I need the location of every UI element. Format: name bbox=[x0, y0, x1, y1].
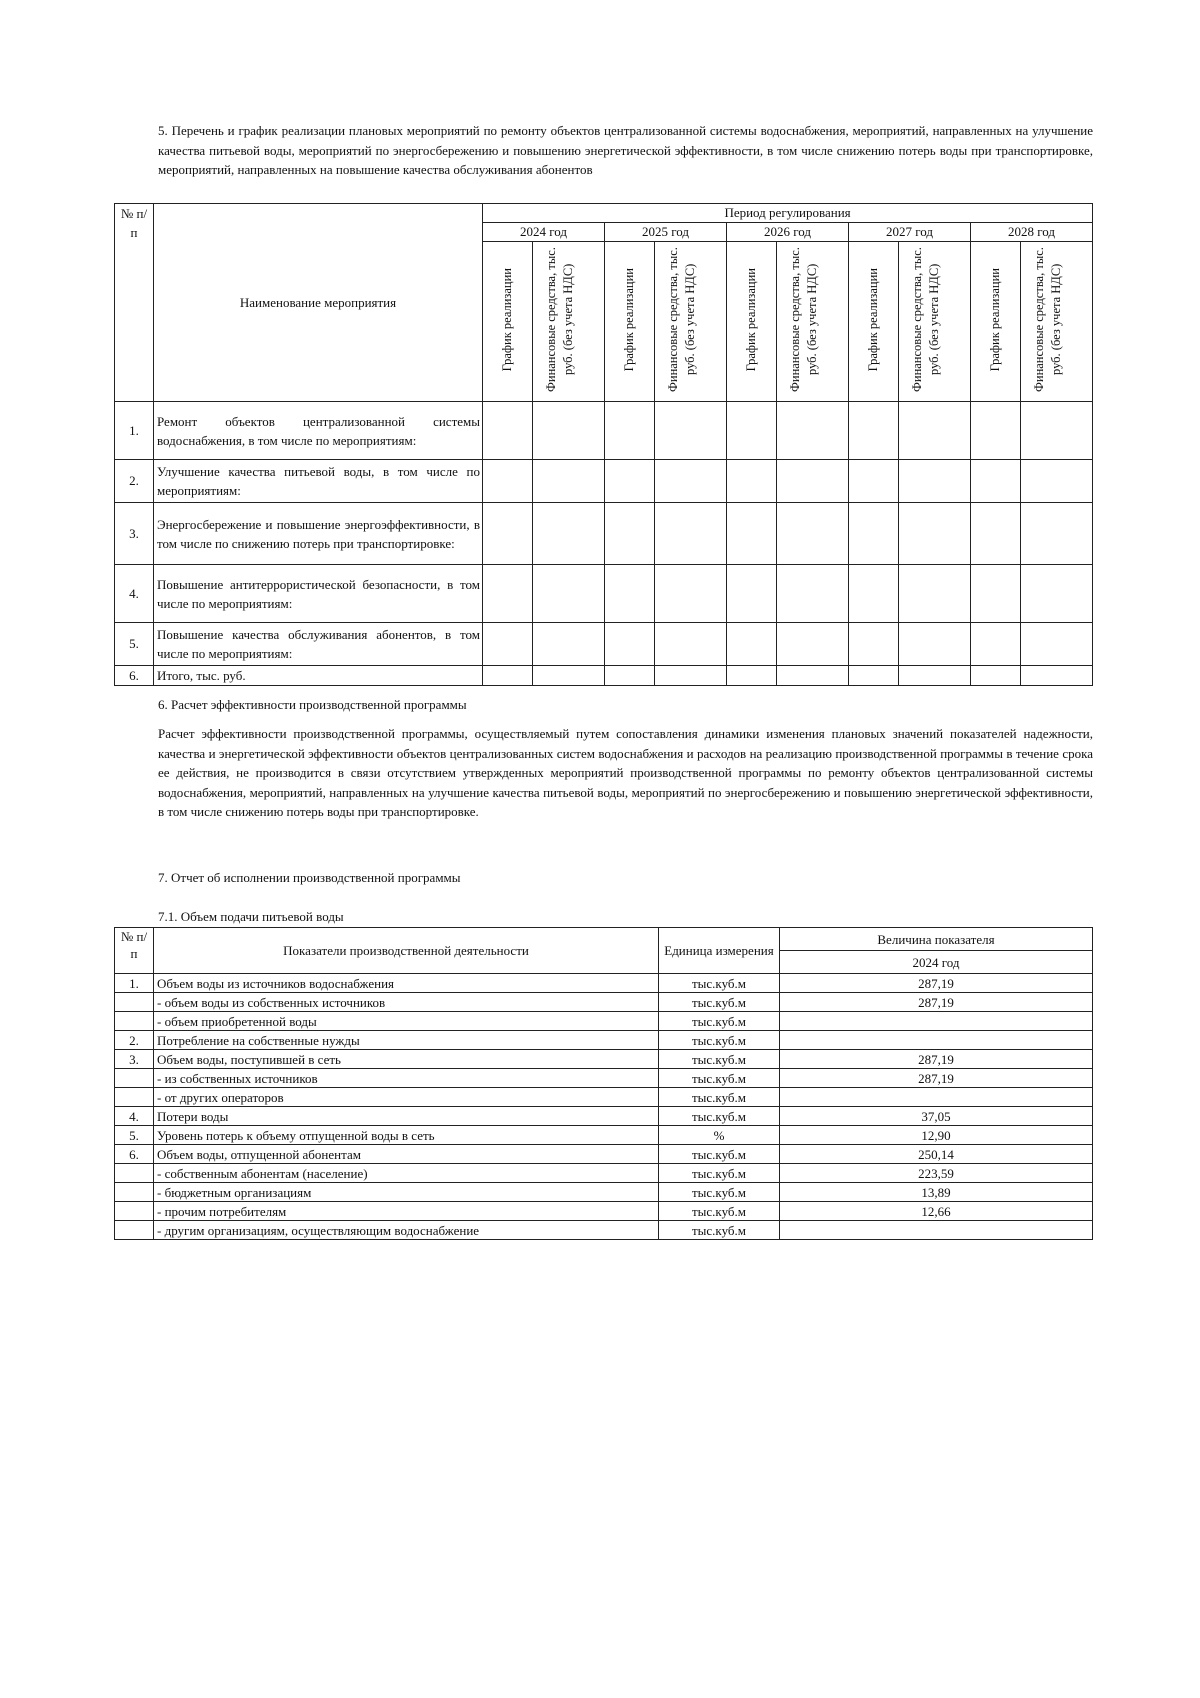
row-unit: тыс.куб.м bbox=[659, 1145, 780, 1164]
table-row bbox=[115, 460, 1093, 503]
row-indicator: - объем воды из собственных источников bbox=[154, 993, 659, 1012]
finance-subheader: Финансовые средства, тыс. руб. (без учета НДС) bbox=[533, 242, 605, 402]
year-header: 2028 год bbox=[971, 223, 1093, 242]
finance-subheader: Финансовые средства, тыс. руб. (без учета НДС) bbox=[777, 242, 849, 402]
row-num: 5. bbox=[115, 623, 154, 666]
row-name: Повышение качества обслуживания абонентов, в том числе по мероприятиям: bbox=[154, 623, 483, 666]
row-name: Ремонт объектов централизованной системы водоснабжения, в том числе по мероприятиям: bbox=[154, 402, 483, 460]
row-num: 4. bbox=[115, 1107, 154, 1126]
col-year-header: 2024 год bbox=[780, 951, 1093, 974]
table-row bbox=[115, 1069, 1093, 1088]
table-row bbox=[115, 623, 1093, 666]
row-unit: тыс.куб.м bbox=[659, 1164, 780, 1183]
schedule-subheader: График реализации bbox=[605, 242, 655, 402]
row-num bbox=[115, 1012, 154, 1031]
year-header: 2025 год bbox=[605, 223, 727, 242]
row-num bbox=[115, 1183, 154, 1202]
year-header: 2024 год bbox=[483, 223, 605, 242]
table-row bbox=[115, 974, 1093, 993]
row-num: 4. bbox=[115, 565, 154, 623]
table-row bbox=[115, 1202, 1093, 1221]
col-unit-header: Единица измерения bbox=[659, 928, 780, 974]
row-value: 223,59 bbox=[780, 1164, 1093, 1183]
row-value: 12,66 bbox=[780, 1202, 1093, 1221]
row-num bbox=[115, 1164, 154, 1183]
table-row bbox=[115, 1183, 1093, 1202]
row-indicator: Потери воды bbox=[154, 1107, 659, 1126]
row-num: 1. bbox=[115, 974, 154, 993]
row-value bbox=[780, 1088, 1093, 1107]
row-num: 6. bbox=[115, 666, 154, 686]
row-indicator: - от других операторов bbox=[154, 1088, 659, 1107]
table-row bbox=[115, 666, 1093, 686]
row-unit: тыс.куб.м bbox=[659, 993, 780, 1012]
table-row bbox=[115, 1221, 1093, 1240]
col-indicator-header: Показатели производственной деятельности bbox=[154, 928, 659, 974]
water-supply-table bbox=[114, 927, 1093, 1240]
row-value: 287,19 bbox=[780, 993, 1093, 1012]
section7-subheading: 7.1. Объем подачи питьевой воды bbox=[158, 909, 344, 924]
row-value: 13,89 bbox=[780, 1183, 1093, 1202]
row-unit: тыс.куб.м bbox=[659, 1202, 780, 1221]
row-num: 3. bbox=[115, 1050, 154, 1069]
table-row bbox=[115, 503, 1093, 565]
row-unit: % bbox=[659, 1126, 780, 1145]
row-num bbox=[115, 993, 154, 1012]
row-num bbox=[115, 1202, 154, 1221]
finance-subheader: Финансовые средства, тыс. руб. (без учета НДС) bbox=[655, 242, 727, 402]
row-indicator: Объем воды, поступившей в сеть bbox=[154, 1050, 659, 1069]
row-value bbox=[780, 1031, 1093, 1050]
row-value: 37,05 bbox=[780, 1107, 1093, 1126]
finance-subheader: Финансовые средства, тыс. руб. (без учета НДС) bbox=[1021, 242, 1093, 402]
row-indicator: Уровень потерь к объему отпущенной воды в сеть bbox=[154, 1126, 659, 1145]
table-row bbox=[115, 1088, 1093, 1107]
period-header: Период регулирования bbox=[483, 204, 1093, 223]
row-num: 2. bbox=[115, 1031, 154, 1050]
row-value: 287,19 bbox=[780, 1050, 1093, 1069]
row-indicator: - объем приобретенной воды bbox=[154, 1012, 659, 1031]
row-num bbox=[115, 1069, 154, 1088]
section6-heading: 6. Расчет эффективности производственной программы bbox=[158, 697, 467, 712]
row-unit: тыс.куб.м bbox=[659, 1088, 780, 1107]
row-unit: тыс.куб.м bbox=[659, 1031, 780, 1050]
finance-subheader: Финансовые средства, тыс. руб. (без учета НДС) bbox=[899, 242, 971, 402]
row-indicator: - другим организациям, осуществляющим водоснабжение bbox=[154, 1221, 659, 1240]
row-unit: тыс.куб.м bbox=[659, 1050, 780, 1069]
section7-heading: 7. Отчет об исполнении производственной программы bbox=[158, 870, 461, 885]
row-unit: тыс.куб.м bbox=[659, 1183, 780, 1202]
row-num: 5. bbox=[115, 1126, 154, 1145]
row-num bbox=[115, 1088, 154, 1107]
row-unit: тыс.куб.м bbox=[659, 1221, 780, 1240]
row-indicator: Объем воды, отпущенной абонентам bbox=[154, 1145, 659, 1164]
row-num bbox=[115, 1221, 154, 1240]
row-unit: тыс.куб.м bbox=[659, 974, 780, 993]
row-value: 12,90 bbox=[780, 1126, 1093, 1145]
row-value bbox=[780, 1221, 1093, 1240]
schedule-subheader: График реализации bbox=[727, 242, 777, 402]
col-name-header: Наименование мероприятия bbox=[154, 204, 483, 402]
row-name: Повышение антитеррористической безопасности, в том числе по мероприятиям: bbox=[154, 565, 483, 623]
row-value: 250,14 bbox=[780, 1145, 1093, 1164]
col-value-header: Величина показателя bbox=[780, 928, 1093, 951]
schedule-subheader: График реализации bbox=[849, 242, 899, 402]
row-num: 3. bbox=[115, 503, 154, 565]
row-unit: тыс.куб.м bbox=[659, 1069, 780, 1088]
table-row bbox=[115, 1107, 1093, 1126]
row-num: 6. bbox=[115, 1145, 154, 1164]
table-row bbox=[115, 1145, 1093, 1164]
section5-heading: 5. Перечень и график реализации плановых мероприятий по ремонту объектов централизованной системы водоснабжения, мероприятий, направленных на улучшение качества питьевой воды, мероприятий по энергосбережению и повышению энергетической эффективности, в том числе снижению потерь воды при транспортировке, мероприятий, направленных на повышение качества обслуживания абонентов bbox=[158, 123, 1093, 177]
col-num-header: № п/п bbox=[115, 928, 154, 974]
table-row bbox=[115, 1126, 1093, 1145]
section6-body: Расчет эффективности производственной программы, осуществляемый путем сопоставления динамики изменения плановых значений показателей надежности, качества и энергетической эффективности объектов централизованных систем водоснабжения и расходов на реализацию производственной программы в течение срока ее действия, не производится в связи отсутствием утвержденных мероприятий производственной программы по ремонту объектов централизованной системы водоснабжения, мероприятий, направленных на улучшение качества питьевой воды, мероприятий по энергосбережению и повышению энергетической эффективности, в том числе снижению потерь воды при транспортировке. bbox=[158, 726, 1093, 819]
table-row bbox=[115, 1164, 1093, 1183]
row-indicator: - прочим потребителям bbox=[154, 1202, 659, 1221]
row-name: Энергосбережение и повышение энергоэффективности, в том числе по снижению потерь при транспортировке: bbox=[154, 503, 483, 565]
row-name: Итого, тыс. руб. bbox=[154, 666, 483, 686]
table-row bbox=[115, 1050, 1093, 1069]
schedule-subheader: График реализации bbox=[483, 242, 533, 402]
table-row bbox=[115, 1012, 1093, 1031]
row-value: 287,19 bbox=[780, 974, 1093, 993]
row-name: Улучшение качества питьевой воды, в том числе по мероприятиям: bbox=[154, 460, 483, 503]
row-unit: тыс.куб.м bbox=[659, 1012, 780, 1031]
row-indicator: Объем воды из источников водоснабжения bbox=[154, 974, 659, 993]
table-row bbox=[115, 993, 1093, 1012]
col-num-header: № п/п bbox=[115, 204, 154, 402]
row-num: 1. bbox=[115, 402, 154, 460]
row-indicator: - бюджетным организациям bbox=[154, 1183, 659, 1202]
row-value: 287,19 bbox=[780, 1069, 1093, 1088]
year-header: 2026 год bbox=[727, 223, 849, 242]
year-header: 2027 год bbox=[849, 223, 971, 242]
row-unit: тыс.куб.м bbox=[659, 1107, 780, 1126]
row-indicator: - собственным абонентам (население) bbox=[154, 1164, 659, 1183]
row-indicator: Потребление на собственные нужды bbox=[154, 1031, 659, 1050]
schedule-subheader: График реализации bbox=[971, 242, 1021, 402]
row-indicator: - из собственных источников bbox=[154, 1069, 659, 1088]
table-row bbox=[115, 565, 1093, 623]
measures-table bbox=[114, 203, 1093, 686]
table-row bbox=[115, 402, 1093, 460]
row-num: 2. bbox=[115, 460, 154, 503]
table-row bbox=[115, 1031, 1093, 1050]
row-value bbox=[780, 1012, 1093, 1031]
